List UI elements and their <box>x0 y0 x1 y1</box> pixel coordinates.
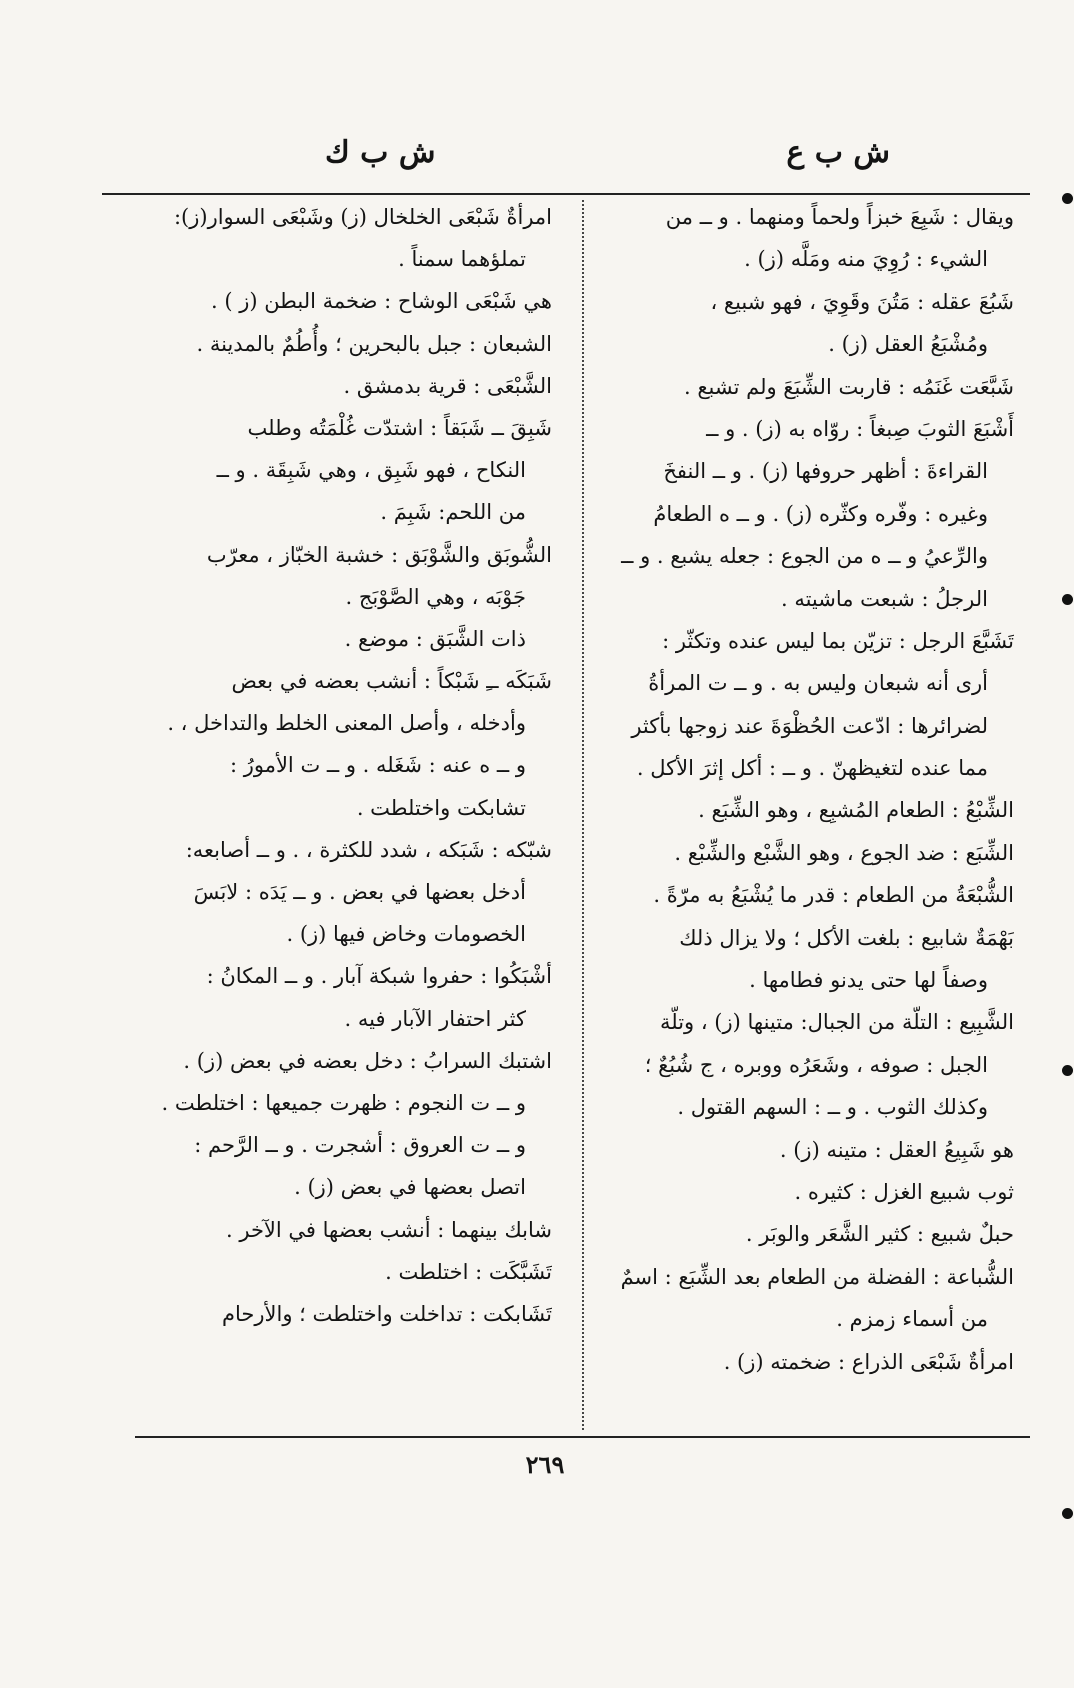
right-line-21: الجبل : صوفه ، وشَعَرُه ووبره ، ج شُبُعٌ ؛ <box>644 1052 988 1077</box>
right-line-5: شَبَّعَت غَنَمُه : قاربت الشِّبَعَ ولم تشبع . <box>683 374 1014 399</box>
left-line-20: كثر احتفار الآبار فيه . <box>344 1006 526 1031</box>
binding-hole-mark <box>1062 193 1073 204</box>
right-line-7: القراءةَ : أظهر حروفها (ز) . و ــ النفخَ <box>663 459 988 484</box>
right-line-11: تَشَبَّعَ الرجل : تزيّن بما ليس عنده وتكثّر : <box>662 628 1014 653</box>
bottom-rule <box>135 1436 1030 1438</box>
binding-hole-mark <box>1062 1508 1073 1519</box>
binding-hole-mark <box>1062 1065 1073 1076</box>
right-line-28: امرأةٌ شَبْعَى الذراع : ضخمته (ز) . <box>723 1349 1014 1374</box>
right-line-12: أرى أنه شبعان وليس به . و ــ ت المرأةُ <box>648 671 988 696</box>
left-line-25: شابك بينهما : أنشب بعضها في الآخر . <box>226 1217 552 1242</box>
left-line-9: الشُّوبَق والشَّوْبَق : خشبة الخبّاز ، معرّب <box>206 542 552 567</box>
left-line-24: اتصل بعضها في بعض (ز) . <box>294 1175 526 1200</box>
right-line-17: الشُّبْعَةُ من الطعام : قدر ما يُشْبَعُ به مرّةً . <box>653 883 1014 908</box>
left-line-8: من اللحم: شَبِمَ . <box>380 500 526 525</box>
left-line-14: و ــ ه عنه : شَغَله . و ــ ت الأمورُ : <box>229 753 526 778</box>
right-line-4: ومُشْبَعُ العقل (ز) . <box>828 332 988 357</box>
column-divider <box>582 200 584 1430</box>
left-line-11: ذات الشَّبَق : موضع . <box>344 626 526 651</box>
left-line-12: شَبَكَه ــِ شَبْكاً : أنشب بعضه في بعض <box>231 669 552 694</box>
header-right-root: ش ب ع <box>786 135 890 170</box>
right-line-8: وغيره : وفّره وكثّره (ز) . و ــ ه الطعامُ <box>653 501 988 526</box>
left-line-2: تملؤهما سمناً . <box>398 247 526 272</box>
right-line-9: والرِّعيُ و ــ ه من الجوع : جعله يشبع . و ــ <box>621 544 988 569</box>
left-column <box>112 196 552 1335</box>
right-line-24: ثوب شبيع الغزل : كثيره . <box>794 1179 1014 1204</box>
left-line-22: و ــ ت النجوم : ظهرت جميعها : اختلطت . <box>161 1090 526 1115</box>
right-column <box>586 196 1014 1383</box>
right-line-18: بَهْمَةٌ شابيع : بلغت الأكل ؛ ولا يزال ذلك <box>679 925 1014 950</box>
left-line-6: شَبِقَ ــ شَبَقاً : اشتدّت غُلْمَتُه وطلب <box>247 415 552 440</box>
header-left-root: ش ب ك <box>325 135 436 170</box>
right-line-1: ويقال : شَبِعَ خبزاً ولحماً ومنهما . و ــ من <box>665 205 1014 229</box>
right-line-27: من أسماء زمزم . <box>836 1307 988 1332</box>
page-number: ٢٦٩ <box>525 1450 565 1479</box>
left-line-10: جَوْبَه ، وهي الصَّوْبَج . <box>345 584 526 609</box>
left-line-7: النكاح ، فهو شَبِق ، وهي شَبِقَة . و ــ <box>216 458 526 483</box>
right-line-14: مما عنده لتغيظهنّ . و ــ : أكل إثرَ الأكل . <box>636 756 988 781</box>
left-line-15: تشابكت واختلطت . <box>356 795 526 820</box>
left-line-21: اشتبك السرابُ : دخل بعضه في بعض (ز) . <box>183 1048 552 1073</box>
right-line-13: لضرائرها : ادّعت الحُظْوَةَ عند زوجها بأكثر <box>631 713 988 738</box>
left-line-26: تَشَبَّكَت : اختلطت . <box>385 1259 552 1284</box>
left-line-19: أشْبَكُوا : حفروا شبكة آبار . و ــ المكانُ : <box>206 964 552 989</box>
right-line-26: الشُّباعة : الفضلة من الطعام بعد الشِّبَع : اسمٌ <box>620 1264 1014 1289</box>
right-line-15: الشِّبْعُ : الطعام المُشبِع ، وهو الشِّبَع . <box>698 798 1014 823</box>
right-line-22: وكذلك الثوب . و ــ : السهم القتول . <box>677 1095 988 1120</box>
left-line-27: تَشَابكت : تداخلت واختلطت ؛ والأرحام <box>222 1301 552 1326</box>
page-header <box>130 135 1040 185</box>
top-rule <box>102 193 1030 195</box>
left-line-23: و ــ ت العروق : أشجرت . و ــ الرَّحم : <box>194 1133 526 1158</box>
left-line-17: أدخل بعضها في بعض . و ــ يَدَه : لابَسَ <box>193 880 526 904</box>
left-line-13: وأدخله ، وأصل المعنى الخلط والتداخل ، . <box>167 711 526 736</box>
left-line-5: الشَّبْعَى : قرية بدمشق . <box>343 373 552 398</box>
left-line-4: الشبعان : جبل بالبحرين ؛ وأُطُمٌ بالمدينة . <box>196 331 552 356</box>
left-line-18: الخصومات وخاض فيها (ز) . <box>286 922 526 947</box>
left-line-3: هي شَبْعَى الوشاح : ضخمة البطن (ز ) . <box>210 289 552 314</box>
right-line-6: أَشْبَعَ الثوبَ صِبغاً : روّاه به (ز) . و ــ <box>706 416 1014 441</box>
left-line-16: شبّكه : شَبَكه ، شدد للكثرة ، . و ــ أصابعه: <box>185 837 552 862</box>
right-line-10: الرجلُ : شبعت ماشيته . <box>780 586 988 611</box>
left-line-1: امرأةٌ شَبْعَى الخلخال (ز) وشَبْعَى السوار(ز): <box>173 205 552 229</box>
right-line-23: هو شَبِيعُ العقل : متينه (ز) . <box>779 1137 1014 1162</box>
right-line-16: الشِّبَع : ضد الجوع ، وهو الشَّبْع والشِّبْع . <box>674 840 1014 865</box>
right-line-25: حبلٌ شبيع : كثير الشَّعَر والوبَر . <box>745 1222 1014 1247</box>
right-line-2: الشيء : رُوِيَ منه ومَلَّه (ز) . <box>744 247 988 272</box>
right-line-19: وصفاً لها حتى يدنو فطامها . <box>749 968 988 993</box>
binding-hole-mark <box>1062 594 1073 605</box>
right-line-20: الشَّبِيع : التلّة من الجبال: متينها (ز) ، وتلّة <box>659 1010 1014 1035</box>
right-line-3: شَبُعَ عقله : مَتُنَ وقَوِيَ ، فهو شبيع ، <box>710 289 1014 314</box>
